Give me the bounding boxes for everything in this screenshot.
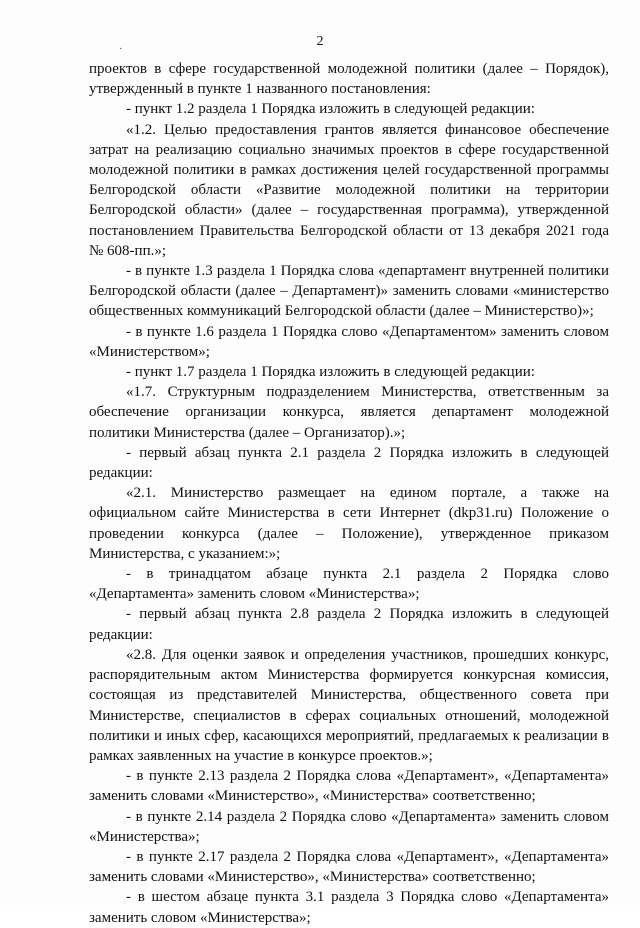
paragraph-amend-1-2: - пункт 1.2 раздела 1 Порядка изложить в следующей редакции: <box>126 101 535 118</box>
document-body <box>89 59 609 928</box>
paragraph-amend-2-17: - в пункте 2.17 раздела 2 Порядка слова «Департамент», «Департамента» заменить словами «Министерство», «Министерства» соответственно; <box>89 848 609 886</box>
paragraph-amend-2-1: - первый абзац пункта 2.1 раздела 2 Порядка изложить в следующей редакции: <box>89 444 609 482</box>
paragraph-new-2-1: «2.1. Министерство размещает на едином портале, а также на официальном сайте Министерства в сети Интернет (dkp31.ru) Положение о проведении конкурса (далее – Положение), утвержденное приказом Министерства, с указанием:»; <box>89 485 609 562</box>
page-number: 2 <box>316 34 324 49</box>
paragraph-amend-1-3: - в пункте 1.3 раздела 1 Порядка слова «департамент внутренней политики Белгородской области (далее – Департамент)» заменить словами «министерство общественных коммуникаций Белгородской области (далее – Министерство)»; <box>89 263 609 320</box>
paragraph-amend-2-1-13: - в тринадцатом абзаце пункта 2.1 раздела 2 Порядка слово «Департамента» заменить словом «Министерства»; <box>89 566 609 603</box>
paragraph-amend-2-8: - первый абзац пункта 2.8 раздела 2 Порядка изложить в следующей редакции: <box>89 606 609 643</box>
paragraph-amend-1-7: - пункт 1.7 раздела 1 Порядка изложить в следующей редакции: <box>126 364 535 381</box>
paragraph-new-2-8: «2.8. Для оценки заявок и определения участников, прошедших конкурс, распорядительным актом Министерства формируется конкурсная комиссия, состоящая из представителей Министерства, общественного совета при Министерстве, специалистов в сферах социальных отношений, молодежной политики и иных сфер, касающихся мероприятий, предлагаемых к реализации в рамках заявленных на участие в конкурсе проектов.»; <box>89 646 609 764</box>
paragraph-amend-2-14: - в пункте 2.14 раздела 2 Порядка слово «Департамента» заменить словом «Министерства»; <box>89 808 609 845</box>
paragraph-new-1-7: «1.7. Структурным подразделением Министерства, ответственным за обеспечение организации конкурса, является департамент молодежной политики Министерства (далее – Организатор).»; <box>89 384 609 441</box>
scan-speck: · <box>119 44 123 55</box>
paragraph-amend-1-6: - в пункте 1.6 раздела 1 Порядка слово «Департаментом» заменить словом «Министерством»; <box>89 323 609 360</box>
paragraph-new-1-2: «1.2. Целью предоставления грантов является финансовое обеспечение затрат на реализацию социально значимых проектов в сфере государственной молодежной политики в рамках достижения целей государственной программы Белгородской области «Развитие молодежной политики на территории Белгородской области» (далее – государственная программа), утвержденной постановлением Правительства Белгородской области от 13 декабря 2021 года № 608-пп.»; <box>89 121 609 259</box>
paragraph-continuation: проектов в сфере государственной молодежной политики (далее – Порядок), утвержденный в пункте 1 названного постановления: <box>89 61 609 98</box>
paragraph-amend-2-13: - в пункте 2.13 раздела 2 Порядка слова «Департамент», «Департамента» заменить словами «Министерство», «Министерства» соответственно; <box>89 768 609 805</box>
paragraph-amend-3-1: - в шестом абзаце пункта 3.1 раздела 3 Порядка слово «Департамента» заменить словом «Министерства»; <box>89 889 609 926</box>
